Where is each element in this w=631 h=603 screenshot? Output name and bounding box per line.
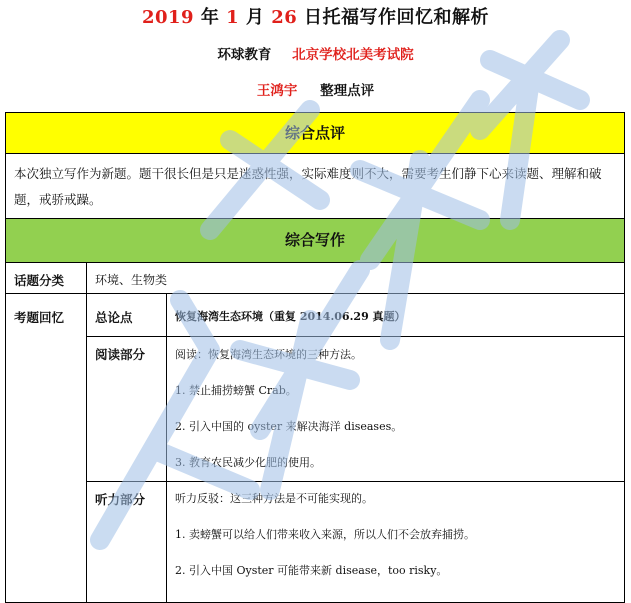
reading-line: 3. 教育农民减少化肥的使用。 xyxy=(175,456,321,469)
listening-line: 1. 卖螃蟹可以给人们带来收入来源，所以人们不会放弃捕捞。 xyxy=(175,528,475,541)
author-line xyxy=(0,79,631,99)
listening-line: 听力反驳：这三种方法是不可能实现的。 xyxy=(175,492,373,505)
reading-line: 阅读：恢复海湾生态环境的三种方法。 xyxy=(175,348,362,361)
main-point-label: 总论点 xyxy=(86,293,167,337)
listening-content xyxy=(166,481,625,603)
page-title: 2019 年 1 月 26 日托福写作回忆和解析 xyxy=(141,7,490,28)
reading-line: 2. 引入中国的 oyster 来解决海洋 diseases。 xyxy=(175,420,403,433)
author-role: 整理点评 xyxy=(320,83,375,99)
overview-text: 本次独立写作为新题。题干很长但是只是迷惑性强，实际难度则不大，需要考生们静下心来读题、理解和破题，戒骄戒躁。 xyxy=(5,153,625,219)
org-line xyxy=(0,43,631,63)
listening-label: 听力部分 xyxy=(86,481,167,603)
main-point-value: 恢复海湾生态环境（重复 2014.06.29 真题） xyxy=(166,293,625,337)
listening-line: 2. 引入中国 Oyster 可能带来新 disease，too risky。 xyxy=(175,564,448,577)
reading-line: 1. 禁止捕捞螃蟹 Crab。 xyxy=(175,384,297,397)
recall-label: 考题回忆 xyxy=(5,293,87,603)
org-branch: 北京学校北美考试院 xyxy=(292,47,414,63)
reading-label: 阅读部分 xyxy=(86,336,167,482)
org-name: 环球教育 xyxy=(217,47,272,63)
reading-content xyxy=(166,336,625,482)
topic-label: 话题分类 xyxy=(5,262,87,294)
author-name: 王鸿宇 xyxy=(256,83,298,99)
topic-value: 环境、生物类 xyxy=(86,262,625,294)
overview-heading: 综合点评 xyxy=(5,112,625,154)
integrated-heading: 综合写作 xyxy=(5,218,625,263)
